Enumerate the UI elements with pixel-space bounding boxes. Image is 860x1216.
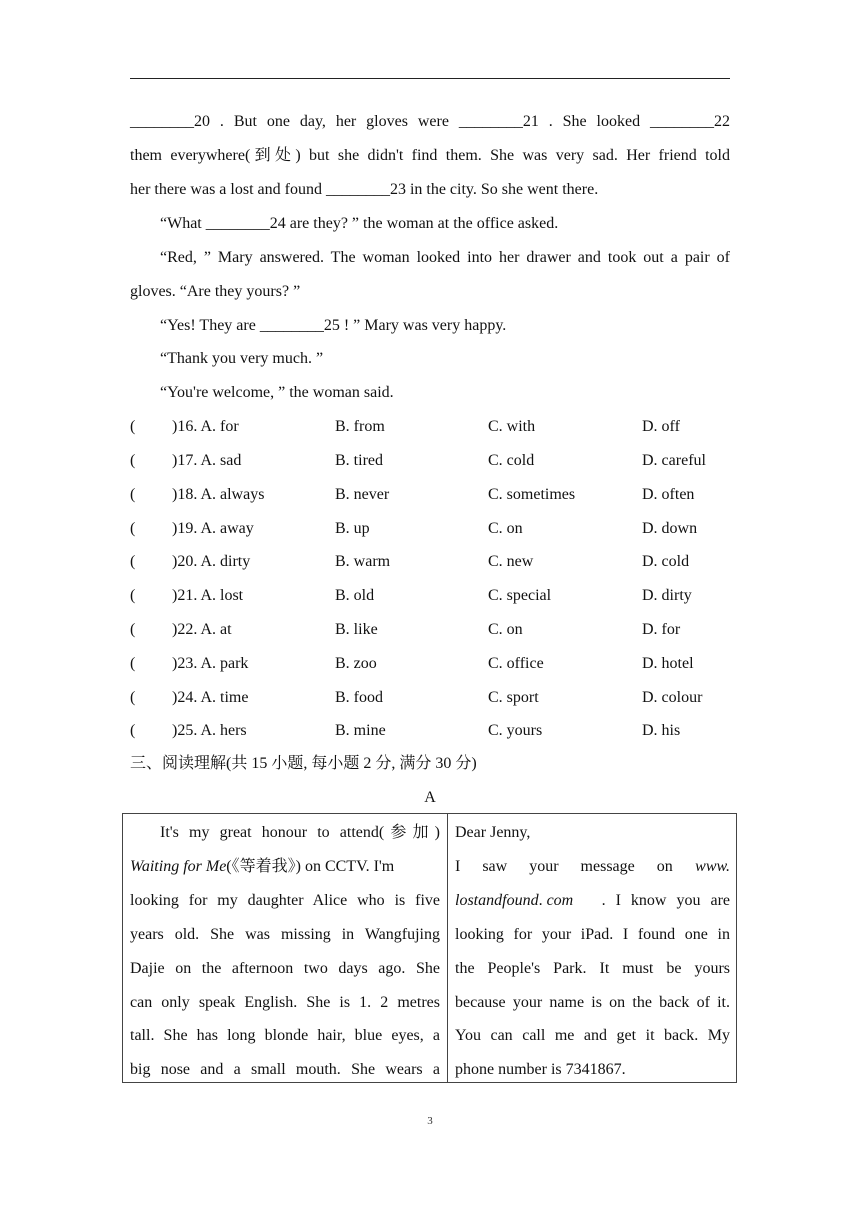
option-a: )16. A. for [172, 418, 239, 435]
answer-blank: ( [130, 722, 136, 739]
answer-blank: ( [130, 655, 136, 672]
table-divider [447, 814, 448, 1082]
website-link-part2: lostandfound [455, 892, 539, 909]
option-d: D. his [642, 722, 681, 739]
part-label: A [424, 789, 436, 806]
option-c: C. office [488, 655, 544, 672]
option-a: )21. A. lost [172, 587, 244, 604]
section-title: 三、阅读理解(共 15 小题, 每小题 2 分, 满分 30 分) [130, 755, 477, 772]
left-line-6: can only speak English. She is 1. 2 metres [130, 994, 440, 1011]
question-row-16 [130, 417, 730, 437]
option-a: )24. A. time [172, 689, 249, 706]
passage-line-3: her there was a lost and found ________23 in the city. So she went there. [130, 181, 599, 198]
right-line-5: the People's Park. It must be yours [455, 960, 730, 977]
left-line-1: It's my great honour to attend(参加) [160, 824, 440, 841]
option-d: D. hotel [642, 655, 694, 672]
right-line-3: lostandfound. com . I know you are [455, 892, 730, 909]
reading-table [122, 813, 737, 1083]
option-a: )17. A. sad [172, 452, 242, 469]
right-line-4: looking for your iPad. I found one in [455, 926, 730, 943]
left-line-3: looking for my daughter Alice who is five [130, 892, 440, 909]
option-d: D. down [642, 520, 698, 537]
option-d: D. often [642, 486, 695, 503]
passage-line-7: “Yes! They are ________25 ! ” Mary was very happy. [160, 317, 507, 334]
option-b: B. never [335, 486, 390, 503]
answer-blank: ( [130, 452, 136, 469]
answer-blank: ( [130, 689, 136, 706]
option-c: C. yours [488, 722, 543, 739]
option-d: D. for [642, 621, 681, 638]
option-b: B. up [335, 520, 370, 537]
option-a: )18. A. always [172, 486, 265, 503]
page-number: 3 [427, 1115, 433, 1127]
option-a: )20. A. dirty [172, 553, 251, 570]
right-line-8: phone number is 7341867. [455, 1061, 626, 1078]
website-link-part3: com [546, 892, 574, 909]
option-c: C. new [488, 553, 534, 570]
left-line-4: years old. She was missing in Wangfujing [130, 926, 440, 943]
question-row-17 [130, 451, 730, 471]
answer-blank: ( [130, 520, 136, 537]
right-line-1: Dear Jenny, [455, 824, 531, 841]
option-b: B. from [335, 418, 385, 435]
left-line-8: big nose and a small mouth. She wears a [130, 1061, 440, 1078]
option-a: )22. A. at [172, 621, 232, 638]
question-row-25 [130, 721, 730, 741]
answer-blank: ( [130, 553, 136, 570]
question-row-21 [130, 586, 730, 606]
answer-blank: ( [130, 418, 136, 435]
left-line-5: Dajie on the afternoon two days ago. She [130, 960, 440, 977]
option-b: B. like [335, 621, 378, 638]
program-title: Waiting for Me [130, 858, 227, 875]
option-c: C. sometimes [488, 486, 576, 503]
passage-line-2: them everywhere(到处) but she didn't find them. She was very sad. Her friend told [130, 147, 730, 164]
question-row-18 [130, 485, 730, 505]
option-b: B. warm [335, 553, 391, 570]
passage-line-1: ________20 . But one day, her gloves were ________21 . She looked ________22 [130, 113, 730, 130]
website-link-part1: www. [695, 858, 730, 875]
passage-line-5: “Red, ” Mary answered. The woman looked into her drawer and took out a pair of [160, 249, 730, 266]
passage-line-6: gloves. “Are they yours? ” [130, 283, 301, 300]
question-row-24 [130, 688, 730, 708]
answer-blank: ( [130, 621, 136, 638]
question-row-22 [130, 620, 730, 640]
option-d: D. dirty [642, 587, 692, 604]
option-b: B. tired [335, 452, 383, 469]
option-c: C. sport [488, 689, 539, 706]
option-d: D. off [642, 418, 680, 435]
option-c: C. special [488, 587, 552, 604]
answer-blank: ( [130, 587, 136, 604]
option-a: )19. A. away [172, 520, 254, 537]
question-row-19 [130, 519, 730, 539]
left-line-2: Waiting for Me(《等着我》) on CCTV. I'm [130, 858, 395, 875]
option-d: D. cold [642, 553, 690, 570]
option-c: C. on [488, 621, 523, 638]
right-line-7: You can call me and get it back. My [455, 1027, 730, 1044]
answer-blank: ( [130, 486, 136, 503]
option-a: )25. A. hers [172, 722, 247, 739]
option-c: C. with [488, 418, 536, 435]
right-line-6: because your name is on the back of it. [455, 994, 730, 1011]
passage-line-9: “You're welcome, ” the woman said. [160, 384, 394, 401]
question-row-23 [130, 654, 730, 674]
header-rule [130, 78, 730, 79]
option-b: B. food [335, 689, 383, 706]
left-line-7: tall. She has long blonde hair, blue eyes, a [130, 1027, 440, 1044]
passage-line-4: “What ________24 are they? ” the woman at the office asked. [160, 215, 559, 232]
passage-line-8: “Thank you very much. ” [160, 350, 324, 367]
option-b: B. zoo [335, 655, 377, 672]
question-row-20 [130, 552, 730, 572]
right-line-2: I saw your message on www. [455, 858, 730, 875]
option-c: C. cold [488, 452, 535, 469]
option-d: D. careful [642, 452, 706, 469]
option-b: B. old [335, 587, 375, 604]
option-b: B. mine [335, 722, 386, 739]
option-a: )23. A. park [172, 655, 249, 672]
option-c: C. on [488, 520, 523, 537]
option-d: D. colour [642, 689, 703, 706]
